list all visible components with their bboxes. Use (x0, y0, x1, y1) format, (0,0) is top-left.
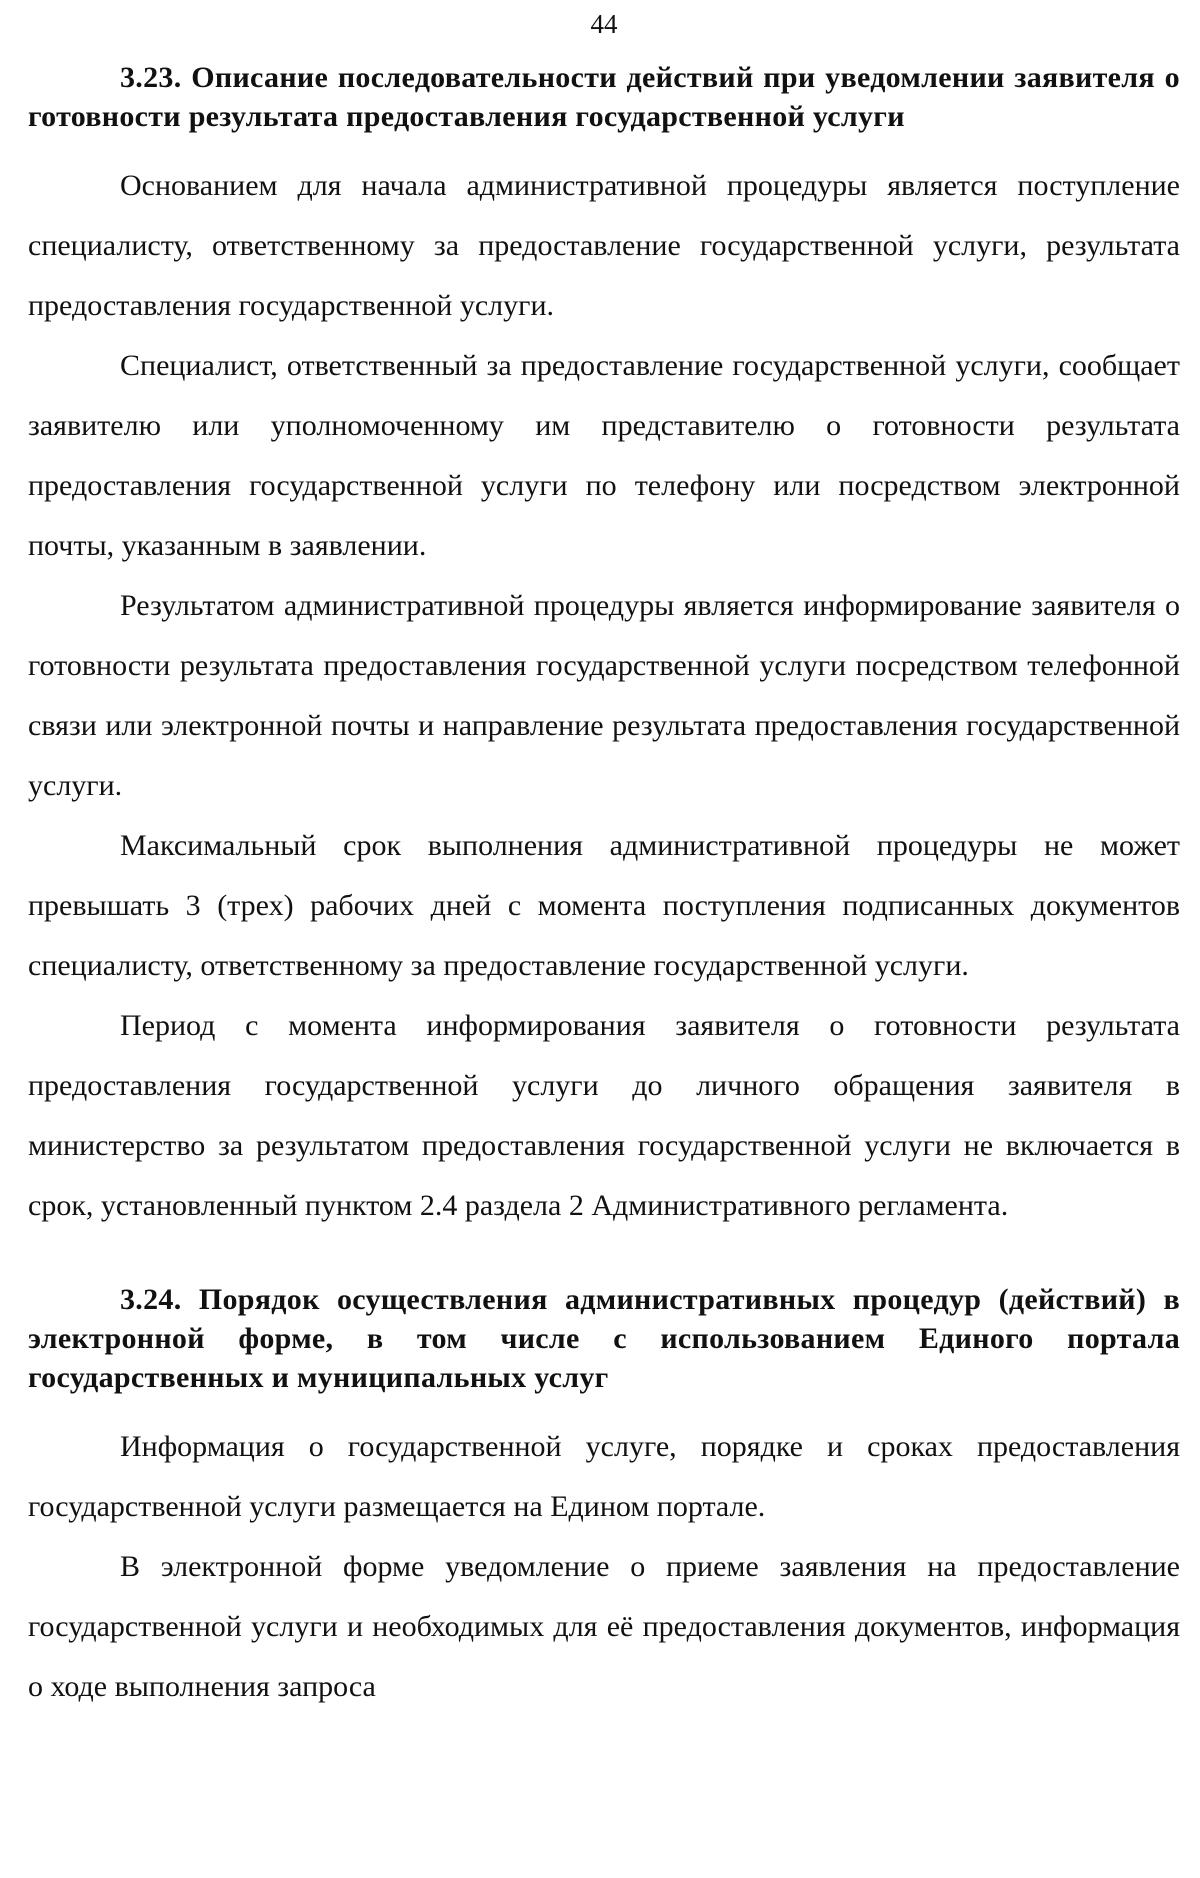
section-3-24-title: Порядок осуществления административных процедур (действий) в электронной форме, в том числе с использованием Единого портала государственных и муниципальных услуг (28, 1283, 1180, 1394)
section-3-23-number: 3.23. (120, 61, 182, 94)
section-3-23-title: Описание последовательности действий при уведомлении заявителя о готовности результата предоставления государственной услуги (28, 61, 1180, 133)
section-3-24-heading (28, 1280, 1180, 1397)
section-3-23-body (28, 156, 1180, 1236)
paragraph: Период с момента информирования заявителя о готовности результата предоставления государственной услуги до личного обращения заявителя в министерство за результатом предоставления государственной услуги не включается в срок, установленный пунктом 2.4 раздела 2 Административного регламента. (28, 1009, 1180, 1222)
paragraph: Основанием для начала административной процедуры является поступление специалисту, ответственному за предоставление государственной услуги, результата предоставления государственной услуги. (28, 169, 1180, 322)
paragraph: Информация о государственной услуге, порядке и сроках предоставления государственной услуги размещается на Едином портале. (28, 1430, 1180, 1523)
paragraph: Результатом административной процедуры является информирование заявителя о готовности результата предоставления государственной услуги посредством телефонной связи или электронной почты и направление результата предоставления государственной услуги. (28, 589, 1180, 802)
section-3-23-heading (28, 58, 1180, 136)
section-3-24-body (28, 1417, 1180, 1717)
page-number: 44 (590, 9, 618, 39)
paragraph: Специалист, ответственный за предоставление государственной услуги, сообщает заявителю или уполномоченному им представителю о готовности результата предоставления государственной услуги по телефону или посредством электронной почты, указанным в заявлении. (28, 349, 1180, 562)
document-page (28, 0, 1180, 1717)
paragraph: В электронной форме уведомление о приеме заявления на предоставление государственной услуги и необходимых для её предоставления документов, информация о ходе выполнения запроса (28, 1550, 1180, 1703)
section-3-24-number: 3.24. (120, 1283, 182, 1316)
paragraph: Максимальный срок выполнения административной процедуры не может превышать 3 (трех) рабочих дней с момента поступления подписанных документов специалисту, ответственному за предоставление государственной услуги. (28, 829, 1180, 982)
